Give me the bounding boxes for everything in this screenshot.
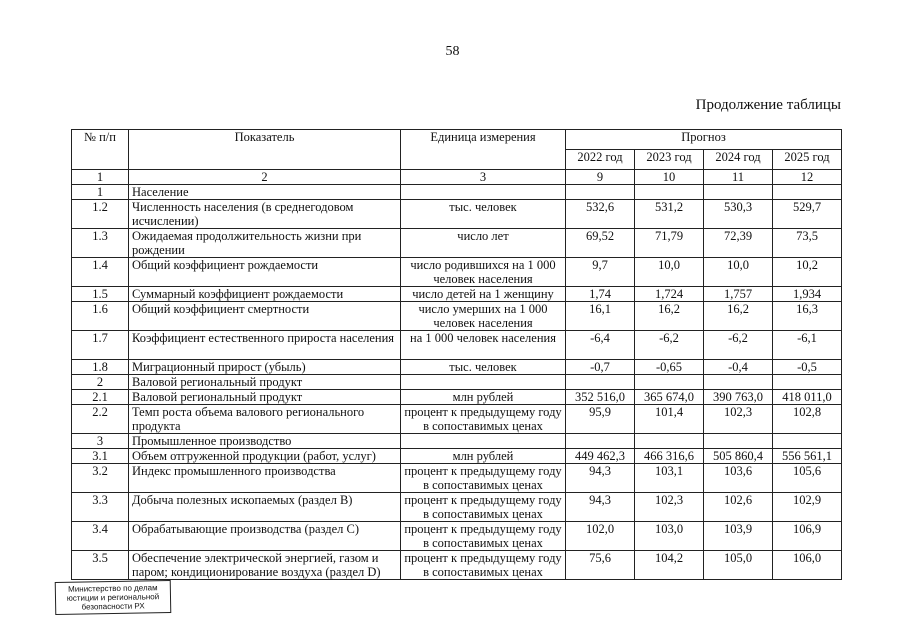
unit-cell: число детей на 1 женщину: [401, 287, 566, 302]
value-cell: 73,5: [773, 229, 842, 258]
row-number: 1.6: [72, 302, 129, 331]
indicator-name: Численность населения (в среднегодовом исчислении): [129, 200, 401, 229]
header-year: 2025 год: [773, 150, 842, 170]
table-row: [72, 229, 842, 258]
value-cell: 390 763,0: [704, 390, 773, 405]
table-row: [72, 331, 842, 360]
value-cell: 102,3: [704, 405, 773, 434]
empty-cell: [704, 434, 773, 449]
unit-cell: число умерших на 1 000 человек населения: [401, 302, 566, 331]
table-row: [72, 405, 842, 434]
section-row: [72, 375, 842, 390]
indicator-name: Миграционный прирост (убыль): [129, 360, 401, 375]
empty-cell: [566, 434, 635, 449]
header-year: 2023 год: [635, 150, 704, 170]
empty-cell: [704, 375, 773, 390]
indicator-name: Ожидаемая продолжительность жизни при рождении: [129, 229, 401, 258]
table-row: [72, 287, 842, 302]
value-cell: 72,39: [704, 229, 773, 258]
column-number: 3: [401, 170, 566, 185]
value-cell: -6,2: [704, 331, 773, 360]
column-number: 9: [566, 170, 635, 185]
value-cell: 105,0: [704, 551, 773, 580]
value-cell: 106,0: [773, 551, 842, 580]
table-continuation-label: Продолжение таблицы: [695, 97, 841, 113]
value-cell: 449 462,3: [566, 449, 635, 464]
value-cell: 1,757: [704, 287, 773, 302]
column-number: 10: [635, 170, 704, 185]
value-cell: -0,65: [635, 360, 704, 375]
unit-cell: тыс. человек: [401, 200, 566, 229]
value-cell: 16,3: [773, 302, 842, 331]
indicator-name: Валовой региональный продукт: [129, 375, 401, 390]
section-row: [72, 185, 842, 200]
header-year: 2024 год: [704, 150, 773, 170]
value-cell: 106,9: [773, 522, 842, 551]
indicator-name: Валовой региональный продукт: [129, 390, 401, 405]
empty-cell: [635, 185, 704, 200]
empty-cell: [401, 185, 566, 200]
empty-cell: [566, 185, 635, 200]
indicator-name: Добыча полезных ископаемых (раздел B): [129, 493, 401, 522]
value-cell: 75,6: [566, 551, 635, 580]
value-cell: 466 316,6: [635, 449, 704, 464]
table-row: [72, 360, 842, 375]
unit-cell: млн рублей: [401, 390, 566, 405]
value-cell: 16,2: [704, 302, 773, 331]
value-cell: -6,2: [635, 331, 704, 360]
value-cell: 365 674,0: [635, 390, 704, 405]
row-number: 1.5: [72, 287, 129, 302]
header-year: 2022 год: [566, 150, 635, 170]
unit-cell: число родившихся на 1 000 человек населения: [401, 258, 566, 287]
value-cell: 95,9: [566, 405, 635, 434]
header-unit: Единица измерения: [401, 130, 566, 170]
value-cell: 16,2: [635, 302, 704, 331]
table-row: [72, 200, 842, 229]
value-cell: 505 860,4: [704, 449, 773, 464]
value-cell: 10,0: [635, 258, 704, 287]
value-cell: 531,2: [635, 200, 704, 229]
indicator-name: Обрабатывающие производства (раздел C): [129, 522, 401, 551]
value-cell: 102,6: [704, 493, 773, 522]
indicator-name: Промышленное производство: [129, 434, 401, 449]
table-row: [72, 302, 842, 331]
value-cell: 1,724: [635, 287, 704, 302]
column-number: 11: [704, 170, 773, 185]
row-number: 3: [72, 434, 129, 449]
indicator-name: Население: [129, 185, 401, 200]
row-number: 1.4: [72, 258, 129, 287]
column-number: 2: [129, 170, 401, 185]
table-row: [72, 390, 842, 405]
value-cell: 104,2: [635, 551, 704, 580]
empty-cell: [773, 185, 842, 200]
value-cell: 101,4: [635, 405, 704, 434]
unit-cell: процент к предыдущему году в сопоставимых ценах: [401, 551, 566, 580]
value-cell: -0,5: [773, 360, 842, 375]
value-cell: 352 516,0: [566, 390, 635, 405]
indicator-name: Индекс промышленного производства: [129, 464, 401, 493]
unit-cell: млн рублей: [401, 449, 566, 464]
row-number: 2.2: [72, 405, 129, 434]
value-cell: 529,7: [773, 200, 842, 229]
value-cell: -6,1: [773, 331, 842, 360]
row-number: 1.2: [72, 200, 129, 229]
value-cell: 9,7: [566, 258, 635, 287]
value-cell: 418 011,0: [773, 390, 842, 405]
empty-cell: [566, 375, 635, 390]
empty-cell: [635, 375, 704, 390]
unit-cell: тыс. человек: [401, 360, 566, 375]
value-cell: 10,0: [704, 258, 773, 287]
unit-cell: на 1 000 человек населения: [401, 331, 566, 360]
value-cell: 71,79: [635, 229, 704, 258]
row-number: 3.4: [72, 522, 129, 551]
value-cell: 532,6: [566, 200, 635, 229]
empty-cell: [635, 434, 704, 449]
header-forecast: Прогноз: [566, 130, 842, 150]
value-cell: 103,6: [704, 464, 773, 493]
value-cell: 556 561,1: [773, 449, 842, 464]
unit-cell: число лет: [401, 229, 566, 258]
empty-cell: [704, 185, 773, 200]
empty-cell: [401, 375, 566, 390]
indicator-name: Обеспечение электрической энергией, газом и паром; кондиционирование воздуха (раздел D): [129, 551, 401, 580]
value-cell: 103,0: [635, 522, 704, 551]
table-row: [72, 449, 842, 464]
value-cell: 10,2: [773, 258, 842, 287]
value-cell: 1,934: [773, 287, 842, 302]
table-row: [72, 522, 842, 551]
value-cell: 102,0: [566, 522, 635, 551]
ministry-stamp: [55, 580, 172, 615]
forecast-table: [71, 129, 842, 580]
indicator-name: Темп роста объема валового регионального продукта: [129, 405, 401, 434]
indicator-name: Общий коэффициент смертности: [129, 302, 401, 331]
row-number: 2.1: [72, 390, 129, 405]
column-number: 12: [773, 170, 842, 185]
unit-cell: процент к предыдущему году в сопоставимых ценах: [401, 464, 566, 493]
unit-cell: процент к предыдущему году в сопоставимых ценах: [401, 405, 566, 434]
value-cell: 94,3: [566, 464, 635, 493]
row-number: 1.8: [72, 360, 129, 375]
empty-cell: [401, 434, 566, 449]
section-row: [72, 434, 842, 449]
value-cell: 103,9: [704, 522, 773, 551]
row-number: 3.5: [72, 551, 129, 580]
table-row: [72, 551, 842, 580]
value-cell: 1,74: [566, 287, 635, 302]
indicator-name: Общий коэффициент рождаемости: [129, 258, 401, 287]
value-cell: 102,9: [773, 493, 842, 522]
indicator-name: Объем отгруженной продукции (работ, услуг): [129, 449, 401, 464]
table-row: [72, 493, 842, 522]
row-number: 3.1: [72, 449, 129, 464]
value-cell: -6,4: [566, 331, 635, 360]
header-indicator: Показатель: [129, 130, 401, 170]
unit-cell: процент к предыдущему году в сопоставимых ценах: [401, 522, 566, 551]
stamp-line: безопасности РХ: [81, 601, 145, 612]
value-cell: 94,3: [566, 493, 635, 522]
stamp-line: Министерство по делам: [68, 583, 158, 594]
value-cell: -0,4: [704, 360, 773, 375]
table-row: [72, 464, 842, 493]
value-cell: 102,8: [773, 405, 842, 434]
row-number: 1.3: [72, 229, 129, 258]
row-number: 3.2: [72, 464, 129, 493]
header-num: № п/п: [72, 130, 129, 170]
indicator-name: Суммарный коэффициент рождаемости: [129, 287, 401, 302]
value-cell: 69,52: [566, 229, 635, 258]
empty-cell: [773, 375, 842, 390]
row-number: 1.7: [72, 331, 129, 360]
row-number: 3.3: [72, 493, 129, 522]
unit-cell: процент к предыдущему году в сопоставимых ценах: [401, 493, 566, 522]
value-cell: 102,3: [635, 493, 704, 522]
indicator-name: Коэффициент естественного прироста населения: [129, 331, 401, 360]
value-cell: 105,6: [773, 464, 842, 493]
value-cell: -0,7: [566, 360, 635, 375]
row-number: 2: [72, 375, 129, 390]
stamp-line: юстиции и региональной: [66, 592, 160, 603]
column-number: 1: [72, 170, 129, 185]
table-row: [72, 258, 842, 287]
row-number: 1: [72, 185, 129, 200]
page-number: 58: [445, 44, 460, 59]
value-cell: 103,1: [635, 464, 704, 493]
value-cell: 16,1: [566, 302, 635, 331]
empty-cell: [773, 434, 842, 449]
value-cell: 530,3: [704, 200, 773, 229]
